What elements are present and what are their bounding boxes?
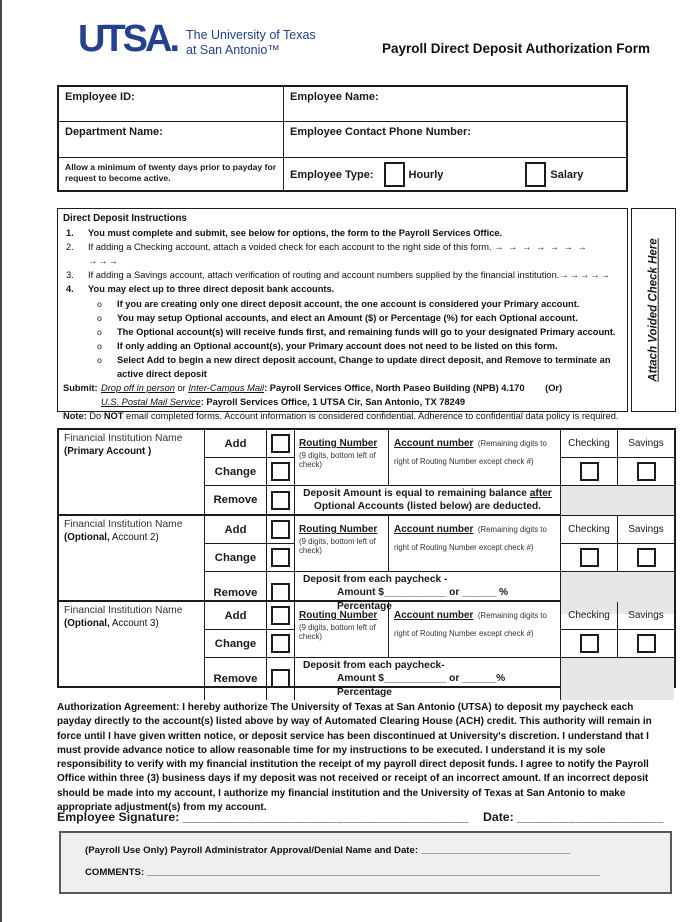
savings-column-header: Savings	[618, 430, 674, 458]
routing-number-field[interactable]: Routing Number (9 digits, bottom left of check)	[295, 430, 389, 486]
comments-field[interactable]: _____________________________________________________________________________________	[146, 867, 601, 878]
direct-deposit-instructions	[57, 208, 628, 422]
confidentiality-note: Note: Do NOT email completed forms. Account information is considered confidential. Adherence to confidential data policy is required.	[63, 411, 619, 422]
comments-line	[85, 867, 670, 878]
add-checkbox[interactable]	[271, 434, 290, 453]
employee-type-row	[284, 158, 626, 191]
instruction-bullet-2: o You may setup Optional accounts, and elect an Amount ($) or Percentage (%) for each Optional account.	[63, 311, 622, 325]
authorization-label: Authorization Agreement:	[57, 702, 180, 713]
utsa-logo-tagline	[186, 20, 316, 58]
savings-column-header: Savings	[618, 602, 674, 630]
savings-checkbox-cell	[618, 630, 674, 658]
utsa-logo-wordmark: UTSA.	[78, 18, 177, 60]
change-checkbox-cell	[267, 544, 295, 572]
employee-type-label: Employee Type:	[290, 168, 374, 181]
savings-checkbox-cell	[618, 544, 674, 572]
routing-number-field[interactable]: Routing Number (9 digits, bottom left of check)	[295, 516, 389, 572]
authorization-body: I hereby authorize The University of Texas at San Antonio (UTSA) to deposit my paycheck each payday directly to the account(s) listed above by way of Automated Clearing House (ACH) credit. This authority will remain in force until I have given written notice, or deposit service has been discontinued at University's discretion. I understand that I must provide advance notice to allow reasonable time for my instructions to be executed. I understand it is my sole responsibility to verify with my financial institution the receipt of my payroll direct deposit funds. I agree to notify the Payroll Office within three (3) business days if my deposit was not received or receipt of an incorrect amount. If an incorrect deposit should be made into my account, I authorize my financial institution and the University of Texas at San Antonio to make appropriate adjustment(s) from my account.	[57, 702, 652, 814]
submit-destination-2: : Payroll Services Office, 1 UTSA Cir, San Antonio, TX 78249	[200, 397, 466, 408]
add-checkbox[interactable]	[271, 520, 290, 539]
attach-voided-check-label: Attach Voided Check Here	[647, 238, 660, 382]
remove-action-label: Remove	[205, 486, 267, 515]
add-action-label: Add	[205, 602, 267, 630]
bullet-marker: o	[97, 340, 102, 351]
checking-checkbox-cell	[561, 544, 618, 572]
instruction-item-2: 2. If adding a Checking account, attach a voided check for each account to the right side of this form. → → → → → → → →→→	[66, 242, 588, 267]
savings-column-header: Savings	[618, 516, 674, 544]
routing-number-field[interactable]: Routing Number (9 digits, bottom left of check)	[295, 602, 389, 658]
remove-checkbox[interactable]	[271, 491, 290, 510]
instruction-item-3: 3. If adding a Savings account, attach verification of routing and account numbers supplied by the financial institution.→→→→→	[66, 270, 611, 281]
instruction-item-4: 4. You may elect up to three direct deposit bank accounts.	[66, 284, 335, 295]
approval-field[interactable]: ____________________________	[420, 845, 571, 856]
account-block	[57, 428, 676, 516]
signature-row	[57, 810, 672, 824]
page-title: Payroll Direct Deposit Authorization Form	[381, 41, 650, 56]
employee-signature-label: Employee Signature:	[57, 810, 183, 824]
change-checkbox-cell	[267, 630, 295, 658]
remove-action-label: Remove	[205, 658, 267, 700]
financial-institution-name-field[interactable]: Financial Institution Name (Primary Account )	[59, 430, 205, 515]
instruction-bullet-3: o The Optional account(s) will receive funds first, and remaining funds will go to your designated Primary account.	[63, 325, 622, 339]
shaded-unused-cell	[561, 486, 674, 515]
bullet-marker: o	[97, 354, 102, 365]
approval-label: Payroll Administrator Approval/Denial Name and Date:	[170, 845, 421, 856]
account-block	[57, 600, 676, 698]
instructions-title: Direct Deposit Instructions	[63, 213, 187, 224]
submit-instructions-line1: Submit: Drop off in person or Inter-Campus Mail: Payroll Services Office, North Paseo Building (NPB) 4.170 (Or)	[63, 381, 622, 395]
savings-checkbox[interactable]	[637, 462, 656, 481]
voided-check-attachment-area	[631, 208, 676, 412]
checking-checkbox[interactable]	[580, 548, 599, 567]
financial-institution-name-field[interactable]: Financial Institution Name (Optional, Account 2)	[59, 516, 205, 614]
department-name-field[interactable]: Department Name:	[59, 122, 284, 158]
add-checkbox-cell	[267, 602, 295, 630]
financial-institution-name-field[interactable]: Financial Institution Name (Optional, Account 3)	[59, 602, 205, 700]
authorization-agreement	[57, 701, 658, 815]
add-action-label: Add	[205, 430, 267, 458]
checking-checkbox-cell	[561, 630, 618, 658]
remove-checkbox-cell	[267, 658, 295, 700]
salary-checkbox[interactable]	[525, 162, 546, 187]
change-checkbox-cell	[267, 458, 295, 486]
change-checkbox[interactable]	[271, 548, 290, 567]
tagline-line2: at San Antonio™	[186, 42, 280, 57]
payroll-use-only-box	[59, 831, 672, 894]
bullet-marker: o	[97, 312, 102, 323]
submit-option-inter-campus: Inter-Campus Mail	[188, 383, 265, 394]
add-checkbox[interactable]	[271, 606, 290, 625]
payroll-use-only-label: (Payroll Use Only)	[85, 845, 171, 856]
tagline-line1: The University of Texas	[186, 28, 316, 42]
instruction-bullet-1: o If you are creating only one direct deposit account, the one account is considered your Primary account.	[63, 297, 622, 311]
employee-name-field[interactable]: Employee Name:	[284, 87, 626, 122]
add-checkbox-cell	[267, 516, 295, 544]
account-number-field[interactable]: Account number (Remaining digits to right of Routing Number except check #)	[389, 602, 561, 658]
change-checkbox[interactable]	[271, 634, 290, 653]
submit-instructions-line2	[63, 395, 622, 409]
checking-column-header: Checking	[561, 430, 618, 458]
savings-checkbox[interactable]	[637, 634, 656, 653]
salary-label: Salary	[550, 168, 584, 181]
savings-checkbox[interactable]	[637, 548, 656, 567]
add-checkbox-cell	[267, 430, 295, 458]
account-block	[57, 514, 676, 612]
change-checkbox[interactable]	[271, 462, 290, 481]
utsa-logo	[78, 20, 316, 58]
page-left-edge	[0, 0, 2, 922]
date-field[interactable]: ____________________	[517, 810, 664, 824]
submit-destination-1: : Payroll Services Office, North Paseo Building (NPB) 4.170	[264, 383, 525, 394]
account-number-field[interactable]: Account number (Remaining digits to right of Routing Number except check #)	[389, 430, 561, 486]
remove-checkbox[interactable]	[271, 669, 290, 688]
change-action-label: Change	[205, 630, 267, 658]
employee-signature-field[interactable]: _______________________________________	[182, 810, 469, 824]
right-arrows-icon: → → → → → → → →→→	[88, 242, 588, 267]
remove-action-label: Remove	[205, 572, 267, 614]
comments-label: COMMENTS:	[85, 867, 147, 878]
submit-label: Submit:	[63, 383, 98, 394]
shaded-unused-cell	[561, 658, 674, 700]
direct-deposit-accounts-table	[57, 428, 676, 698]
instruction-item-1: 1. You must complete and submit, see below for options, the form to the Payroll Services Office.	[66, 228, 503, 239]
instruction-bullet-4: o If only adding an Optional account(s), your Primary account does not need to be listed on this form.	[63, 339, 622, 353]
approval-line	[85, 845, 670, 856]
remove-checkbox[interactable]	[271, 583, 290, 602]
submit-or-separator: (Or)	[545, 383, 563, 394]
deposit-note-cell: Deposit from each paycheck - Amount $___________ or ______ % Percentage	[295, 572, 561, 614]
checking-checkbox[interactable]	[580, 634, 599, 653]
submit-option-postal: U.S. Postal Mail Service	[101, 397, 201, 408]
checking-checkbox-cell	[561, 458, 618, 486]
employee-phone-field[interactable]: Employee Contact Phone Number:	[284, 122, 626, 158]
employee-info-table	[57, 85, 628, 192]
bullet-marker: o	[97, 298, 102, 309]
bullet-marker: o	[97, 326, 102, 337]
right-arrows-icon: →→→→→	[559, 270, 611, 281]
employee-id-field[interactable]: Employee ID:	[59, 87, 284, 122]
remove-checkbox-cell	[267, 486, 295, 515]
deposit-note-cell: Deposit Amount is equal to remaining balance after Optional Accounts (listed below) are deducted.	[295, 486, 561, 515]
submit-option-drop-off: Drop off in person	[101, 383, 175, 394]
account-number-field[interactable]: Account number (Remaining digits to right of Routing Number except check #)	[389, 516, 561, 572]
change-action-label: Change	[205, 458, 267, 486]
change-action-label: Change	[205, 544, 267, 572]
checking-column-header: Checking	[561, 516, 618, 544]
hourly-checkbox[interactable]	[384, 162, 405, 187]
date-label: Date:	[482, 810, 518, 824]
add-action-label: Add	[205, 516, 267, 544]
instruction-bullet-5: o Select Add to begin a new direct deposit account, Change to update direct deposit, and Remove to terminate an active direct deposit	[63, 353, 622, 381]
deposit-note-cell: Deposit from each paycheck- Amount $___________ or ______% Percentage	[295, 658, 561, 700]
processing-notice: Allow a minimum of twenty days prior to payday for request to become active.	[59, 158, 284, 191]
checking-checkbox[interactable]	[580, 462, 599, 481]
savings-checkbox-cell	[618, 458, 674, 486]
checking-column-header: Checking	[561, 602, 618, 630]
hourly-label: Hourly	[408, 168, 444, 181]
